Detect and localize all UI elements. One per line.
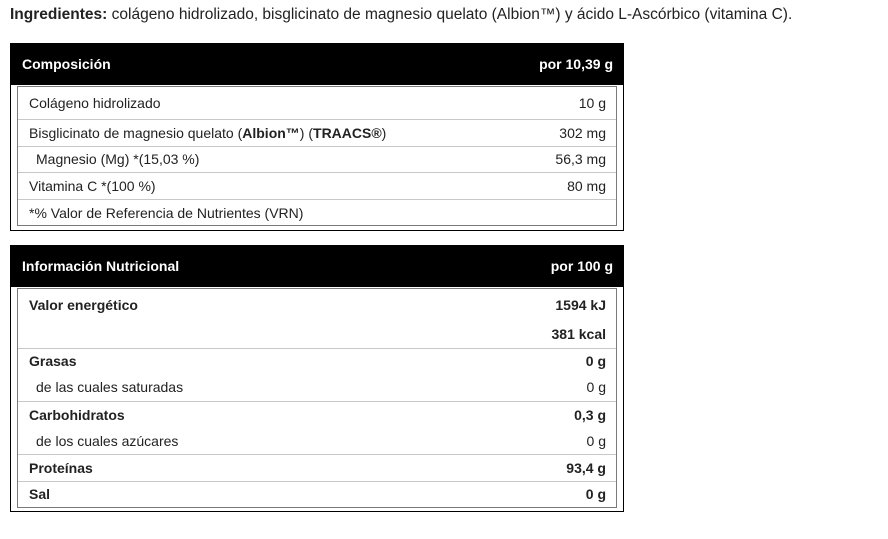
table-row (18, 427, 616, 454)
row-value: 0,3 g (574, 406, 606, 423)
row-label: Valor energético (29, 297, 138, 313)
row-label: Proteínas (29, 459, 93, 476)
composition-body (17, 86, 617, 226)
composition-header-serving: por 10,39 g (539, 56, 613, 72)
row-label: Colágeno hidrolizado (29, 95, 161, 111)
row-value: 10 g (578, 95, 606, 111)
row-value: 56,3 mg (555, 151, 606, 168)
row-label: de los cuales azúcares (36, 432, 179, 449)
row-value: 93,4 g (566, 459, 606, 476)
composition-table (10, 43, 624, 231)
row-value: 80 mg (567, 177, 606, 194)
nutrition-body (17, 288, 617, 508)
table-row (18, 454, 616, 481)
table-row (18, 172, 616, 199)
row-value: 0 g (586, 379, 606, 396)
row-value: 0 g (585, 353, 606, 370)
nutrition-header-serving: por 100 g (550, 258, 613, 274)
table-row (18, 321, 616, 348)
row-value: 381 kcal (551, 326, 606, 343)
table-row (18, 401, 616, 428)
row-label: Vitamina C *(100 %) (29, 177, 156, 194)
row-value: 302 mg (559, 124, 606, 141)
footnote: *% Valor de Referencia de Nutrientes (VRN) (29, 204, 304, 221)
table-row (18, 289, 616, 321)
row-value: 0 g (585, 486, 606, 503)
table-row (18, 481, 616, 508)
row-label: Magnesio (Mg) *(15,03 %) (36, 151, 200, 168)
composition-header (11, 43, 623, 85)
row-label: Grasas (29, 353, 77, 370)
nutrition-header (11, 245, 623, 287)
table-row (18, 348, 616, 375)
nutrition-header-title: Información Nutricional (22, 258, 180, 274)
composition-header-title: Composición (22, 56, 111, 72)
ingredients-text (10, 6, 880, 24)
table-row (18, 146, 616, 173)
table-row (18, 199, 616, 226)
row-label-brand: Albion™ (242, 124, 300, 141)
row-label-brand: TRAACS® (313, 124, 382, 141)
row-label-part: ) ( (299, 124, 314, 141)
table-row (18, 87, 616, 119)
table-row (18, 374, 616, 401)
row-label: Sal (29, 486, 51, 503)
ingredients-list: colágeno hidrolizado, bisglicinato de magnesio quelato (Albion™) y ácido L-Ascórbico (vitamina C). (107, 6, 793, 23)
nutrition-table (10, 245, 624, 512)
table-row (18, 119, 616, 146)
row-label: Carbohidratos (29, 406, 125, 423)
row-value: 1594 kJ (555, 297, 606, 313)
ingredients-label: Ingredientes: (10, 6, 108, 23)
row-label-part: ) (381, 124, 387, 141)
row-label (29, 125, 386, 141)
row-label-part: Bisglicinato de magnesio quelato ( (29, 124, 243, 141)
row-value: 0 g (586, 432, 606, 449)
row-label: de las cuales saturadas (36, 379, 184, 396)
